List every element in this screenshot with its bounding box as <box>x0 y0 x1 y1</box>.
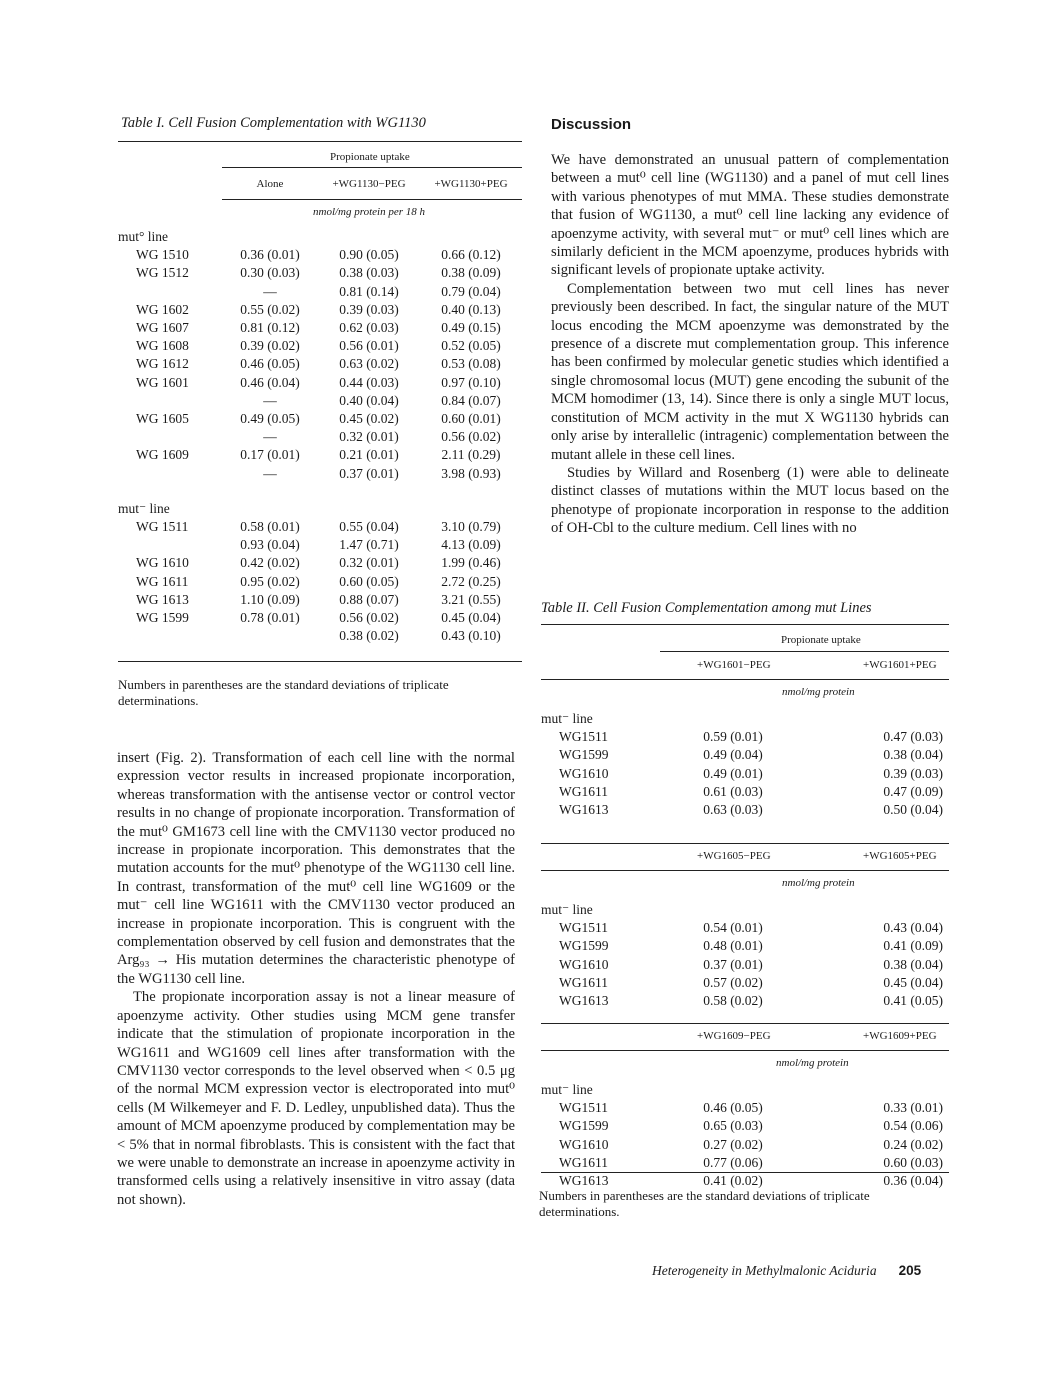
table2-cell-value: 0.47 (0.03) <box>883 729 943 745</box>
table1-cell-value: 1.10 (0.09) <box>240 591 300 607</box>
table1-cell-value: 0.79 (0.04) <box>441 283 501 299</box>
table2-block-table <box>541 901 949 1010</box>
table1-cell-value: 0.88 (0.07) <box>339 591 399 607</box>
table2-line-label: mut⁻ line <box>541 902 593 917</box>
table2-cell-value: 0.41 (0.02) <box>703 1173 763 1189</box>
table1-cell-value: 0.38 (0.09) <box>441 265 501 281</box>
table1-cell-value: 0.44 (0.03) <box>339 374 399 390</box>
table1-cell-value: 0.60 (0.01) <box>441 411 501 427</box>
table1-cell-value: 0.81 (0.14) <box>339 283 399 299</box>
table1-cell-value: 0.21 (0.01) <box>339 447 399 463</box>
table2-line-label-row <box>541 1081 949 1099</box>
table1-cell-line: WG 1599 <box>136 610 189 626</box>
table1-cell-line: WG 1601 <box>136 374 189 390</box>
table2-cell-value: 0.38 (0.04) <box>883 747 943 763</box>
table2-cell-line: WG1511 <box>559 1100 608 1116</box>
table1-cell-value: 0.52 (0.05) <box>441 338 501 354</box>
table2-cell-line: WG1511 <box>559 729 608 745</box>
table2-cell-line: WG1613 <box>559 993 609 1009</box>
table1-cell-value: 0.32 (0.01) <box>339 429 399 445</box>
table1-cell-value: — <box>263 429 277 445</box>
table1-cell-value: 0.62 (0.03) <box>339 320 399 336</box>
table1-cell-line: WG 1613 <box>136 591 189 607</box>
table1-cell-value: 0.39 (0.03) <box>339 301 399 317</box>
table1-cell-value: 0.95 (0.02) <box>240 573 300 589</box>
table1-cell-value: 0.63 (0.02) <box>339 356 399 372</box>
table1-cell-value: 0.37 (0.01) <box>339 465 399 481</box>
table2-cell-value: 0.41 (0.09) <box>883 938 943 954</box>
running-title: Heterogeneity in Methylmalonic Aciduria <box>652 1263 877 1278</box>
table1-cell-value: 0.97 (0.10) <box>441 374 501 390</box>
table1-row <box>118 246 522 264</box>
table2-cell-value: 0.45 (0.04) <box>883 974 943 990</box>
table1-cell-value: 0.84 (0.07) <box>441 392 501 408</box>
table1-cell-value: 0.49 (0.15) <box>441 320 501 336</box>
table1-cell-value: 0.46 (0.04) <box>240 374 300 390</box>
table1-col-alone: Alone <box>256 178 284 190</box>
table2-cell-value: 0.49 (0.01) <box>703 765 763 781</box>
table2-cell-line: WG1611 <box>559 1154 608 1170</box>
table1-cell-value: 0.40 (0.04) <box>339 392 399 408</box>
table1-col-plus-peg: +WG1130+PEG <box>434 178 508 190</box>
discussion-paragraph-2: Complementation between two mut cell lines has never previously been described. In fact, the singular nature of the MUT locus encoding the MCM apoenzyme was demonstrated by the presence of a discrete mut complementation group. This inference has been confirmed by molecular genetic studies which identified a single chromosomal locus (MUT) gene encoding the subunit of the MCM homodimer (13, 14). Since there is only a single MUT locus, constitution of MCM activity in the mut X WG1130 hybrids can only arise by interallelic (intragenic) complementation between the mutant allele in these cell lines. <box>551 280 949 463</box>
table2-cell-value: 0.60 (0.03) <box>883 1154 943 1170</box>
table1-group-rule <box>222 167 522 168</box>
table1-caption: Table I. Cell Fusion Complementation with WG1130 <box>121 115 426 131</box>
table2-cell-value: 0.65 (0.03) <box>703 1118 763 1134</box>
table2-col-plus-peg: +WG1609+PEG <box>863 1030 937 1042</box>
table2-row <box>541 1117 949 1135</box>
table1-cell-line: WG 1611 <box>136 573 189 589</box>
table1-cell-line: WG 1610 <box>136 555 189 571</box>
table2-row <box>541 956 949 974</box>
table2-header-rule <box>541 679 949 680</box>
table1-cell-value: 0.78 (0.01) <box>240 610 300 626</box>
table2-col-minus-peg: +WG1601−PEG <box>697 659 771 671</box>
table2-cell-value: 0.61 (0.03) <box>703 783 763 799</box>
table2-row <box>541 783 949 801</box>
table2-col-minus-peg: +WG1605−PEG <box>697 850 771 862</box>
table2-row <box>541 746 949 764</box>
table1-group-header: Propionate uptake <box>330 151 410 163</box>
table1-cell-value: 0.55 (0.02) <box>240 301 300 317</box>
table1-cell-line <box>118 428 222 446</box>
table2-row <box>541 992 949 1010</box>
table2-row <box>541 974 949 992</box>
table2-cell-value: 0.63 (0.03) <box>703 802 763 818</box>
table1-bottom-rule <box>118 661 522 662</box>
discussion-heading: Discussion <box>551 116 632 133</box>
table1-cell-value: 0.42 (0.02) <box>240 555 300 571</box>
table2-cell-line: WG1611 <box>559 783 608 799</box>
table1-spacer-row <box>118 483 522 500</box>
discussion-body <box>551 151 949 538</box>
table2-cell-value: 0.54 (0.06) <box>883 1118 943 1134</box>
table1-cell-value: 0.58 (0.01) <box>240 519 300 535</box>
table1-row <box>118 627 522 645</box>
table1-cell-line: WG 1609 <box>136 447 189 463</box>
table2-row <box>541 1099 949 1117</box>
table2-cell-value: 0.36 (0.04) <box>883 1173 943 1189</box>
table1-cell-value: 3.98 (0.93) <box>441 465 501 481</box>
table1-note: Numbers in parentheses are the standard deviations of triplicate determinations. <box>118 677 449 708</box>
table1-row <box>118 337 522 355</box>
table2-cell-value: 0.43 (0.04) <box>883 920 943 936</box>
table1-row <box>118 283 522 301</box>
table1-row <box>118 573 522 591</box>
table1-cell-line: WG 1608 <box>136 338 189 354</box>
table1-cell-value: 0.56 (0.01) <box>339 338 399 354</box>
table1-cell-value: 0.38 (0.03) <box>339 265 399 281</box>
table2-cell-line: WG1613 <box>559 802 609 818</box>
table1-header-rule <box>222 199 522 200</box>
table1-row <box>118 591 522 609</box>
table1-cell-value: 0.17 (0.01) <box>240 447 300 463</box>
table1-cell-value: 1.99 (0.46) <box>441 555 501 571</box>
table1-cell-line: WG 1602 <box>136 301 189 317</box>
table1-group-label-row <box>118 500 522 518</box>
table1-row <box>118 410 522 428</box>
table1-cell-line: WG 1512 <box>136 265 189 281</box>
table1-cell-value: 0.90 (0.05) <box>339 247 399 263</box>
table2-group-header: Propionate uptake <box>781 634 861 646</box>
table1-cell-line: WG 1612 <box>136 356 189 372</box>
discussion-paragraph-1: We have demonstrated an unusual pattern of complementation between a mut⁰ cell line (WG1130) and a panel of mut cell lines with various phenotypes of mut MMA. These studies demonstrate that fusion of WG1130, a mut⁰ cell line lacking any evidence of apoenzyme activity, with several mut⁻ or mut⁰ cell lines which are similarly deficient in the MCM apoenzyme, produces hybrids with significant levels of propionate uptake activity. <box>551 152 949 279</box>
table2-cell-value: 0.58 (0.02) <box>703 993 763 1009</box>
table2-block-table <box>541 710 949 819</box>
left-body-text <box>117 749 515 1209</box>
table2-col-minus-peg: +WG1609−PEG <box>697 1030 771 1042</box>
table2-cell-line: WG1599 <box>559 1118 609 1134</box>
table1-row <box>118 518 522 536</box>
table1-cell-value: 0.43 (0.10) <box>441 628 501 644</box>
table2-line-label: mut⁻ line <box>541 711 593 726</box>
table2-cell-value: 0.57 (0.02) <box>703 974 763 990</box>
table1-cell-line <box>118 392 222 410</box>
table2-cell-value: 0.47 (0.09) <box>883 783 943 799</box>
table1-cell-value: 3.10 (0.79) <box>441 519 501 535</box>
table1-cell-value: 0.56 (0.02) <box>441 429 501 445</box>
left-paragraph-2: The propionate incorporation assay is not a linear measure of apoenzyme activity. Other studies using MCM gene transfer indicate that the stimulation of propionate incorporation in the WG1611 and WG1609 cell lines after transformation with the CMV1130 vector corresponds to the level observed when < 0.5 μg of the normal MCM expression vector is electroporated into mut⁰ cells (M Wilkemeyer and F. D. Ledley, unpublished data). Thus the amount of MCM apoenzyme produced by complementation may be < 5% that in normal fibroblasts. This is consistent with the fact that we were unable to demonstrate an increase in apoenzyme activity in transformed cells using a relatively insensitive in vitro assay (data not shown). <box>117 989 515 1208</box>
table2-cell-line: WG1599 <box>559 747 609 763</box>
table2-row <box>541 937 949 955</box>
table1-cell-line: WG 1605 <box>136 411 189 427</box>
table1-row <box>118 301 522 319</box>
table2-cell-value: 0.41 (0.05) <box>883 993 943 1009</box>
table1-cell-value: — <box>263 465 277 481</box>
table1-cell-value: 0.38 (0.02) <box>339 628 399 644</box>
table1-row <box>118 446 522 464</box>
table2-line-label-row <box>541 901 949 919</box>
table2-cell-line: WG1599 <box>559 938 609 954</box>
table1-cell-value: 0.45 (0.02) <box>339 411 399 427</box>
table2-cell-line: WG1610 <box>559 956 609 972</box>
table1-cell-line <box>118 536 222 554</box>
page-number: 205 <box>898 1263 922 1278</box>
table2-caption: Table II. Cell Fusion Complementation among mut Lines <box>541 600 872 616</box>
table2-row <box>541 765 949 783</box>
table2-cell-value: 0.54 (0.01) <box>703 920 763 936</box>
table2-block-table <box>541 1081 949 1190</box>
table1-cell-value: 0.53 (0.08) <box>441 356 501 372</box>
table2-cell-value: 0.48 (0.01) <box>703 938 763 954</box>
table1-cell-value: 0.56 (0.02) <box>339 610 399 626</box>
table1-cell-value: 0.60 (0.05) <box>339 573 399 589</box>
table1-cell-line <box>118 465 222 483</box>
table2-cell-line: WG1610 <box>559 765 609 781</box>
table2-row <box>541 1136 949 1154</box>
page-footer <box>652 1263 921 1279</box>
table2-cell-line: WG1511 <box>559 920 608 936</box>
table2-cell-value: 0.27 (0.02) <box>703 1136 763 1152</box>
table2-unit: nmol/mg protein <box>782 877 855 889</box>
table2-cell-value: 0.77 (0.06) <box>703 1154 763 1170</box>
left-paragraph-1: insert (Fig. 2). Transformation of each cell line with the normal expression vector results in increased propionate incorporation, whereas transformation with the antisense vector or control vector results in no change of propionate incorporation. Transformation of the mut⁰ GM1673 cell line with the CMV1130 vector produced no increase in propionate incorporation. This demonstrates that the mutation accounts for the mut⁰ phenotype of the WG1130 cell line. In contrast, transformation of the mut⁰ cell line WG1609 or the mut⁻ cell line WG1611 with the CMV1130 vector produced an increase in propionate incorporation. This is congruent with the complementation observed by cell fusion and demonstrates that the Arg₉₃ → His mutation determines the characteristic phenotype of the WG1130 cell line. <box>117 750 515 987</box>
table1-cell-value: 1.47 (0.71) <box>339 537 399 553</box>
table1-row <box>118 374 522 392</box>
table2-cell-value: 0.39 (0.03) <box>883 765 943 781</box>
table2-note: Numbers in parentheses are the standard deviations of triplicate determinations. <box>539 1188 870 1219</box>
table2-cell-line: WG1610 <box>559 1136 609 1152</box>
table1-cell-value: 0.55 (0.04) <box>339 519 399 535</box>
table2-block-rule <box>541 1023 949 1024</box>
table2-header-rule <box>541 1050 949 1051</box>
table1-unit: nmol/mg protein per 18 h <box>313 206 426 218</box>
table2-cell-value: 0.50 (0.04) <box>883 802 943 818</box>
table2-group-rule <box>660 651 949 652</box>
discussion-paragraph-3: Studies by Willard and Rosenberg (1) were able to delineate distinct classes of mutations within the MUT locus based on the phenotype of propionate incorporation in response to the addition of OH-Cbl to the culture medium. Cell lines with no <box>551 464 949 537</box>
table1-cell-line: WG 1607 <box>136 320 189 336</box>
table1-cell-value: 0.36 (0.01) <box>240 247 300 263</box>
table1-cell-line <box>118 627 222 645</box>
table1-row <box>118 355 522 373</box>
table1-cell-value: 4.13 (0.09) <box>441 537 501 553</box>
table2-col-plus-peg: +WG1601+PEG <box>863 659 937 671</box>
table1-cell-value: 0.30 (0.03) <box>240 265 300 281</box>
table1-top-rule <box>118 141 522 142</box>
table1-cell-value: 0.46 (0.05) <box>240 356 300 372</box>
table2-unit: nmol/mg protein <box>776 1057 849 1069</box>
table1-cell-value: 2.11 (0.29) <box>441 447 501 463</box>
table1-row <box>118 428 522 446</box>
table1-cell-value: 0.40 (0.13) <box>441 301 501 317</box>
table2-cell-value: 0.46 (0.05) <box>703 1100 763 1116</box>
table1-row <box>118 264 522 282</box>
table2-top-rule <box>541 624 949 625</box>
table2-cell-line: WG1613 <box>559 1173 609 1189</box>
table2-row <box>541 728 949 746</box>
table1-cell-value: 0.93 (0.04) <box>240 537 300 553</box>
table1-column-headers <box>118 175 522 193</box>
table1-col-minus-peg: +WG1130−PEG <box>332 178 406 190</box>
table2-cell-value: 0.24 (0.02) <box>883 1136 943 1152</box>
table1-cell-line: WG 1511 <box>136 519 189 535</box>
table1-cell-value: 0.81 (0.12) <box>240 320 300 336</box>
table1-cell-value: 3.21 (0.55) <box>441 591 501 607</box>
table1-row <box>118 609 522 627</box>
table1-row <box>118 465 522 483</box>
table2-row <box>541 801 949 819</box>
table1-row <box>118 536 522 554</box>
table2-row <box>541 1154 949 1172</box>
table1-group-label: mut⁻ line <box>118 500 170 516</box>
table1-cell-value: — <box>263 392 277 408</box>
table2-col-plus-peg: +WG1605+PEG <box>863 850 937 862</box>
table1-group-label-row <box>118 228 522 246</box>
table2-block-rule <box>541 843 949 844</box>
table1-header-row <box>118 175 522 193</box>
table1-cell-value: 2.72 (0.25) <box>441 573 501 589</box>
table2-unit: nmol/mg protein <box>782 686 855 698</box>
table2-cell-value: 0.38 (0.04) <box>883 956 943 972</box>
table2-line-label: mut⁻ line <box>541 1082 593 1097</box>
table1-cell-line: WG 1510 <box>136 247 189 263</box>
table2-row <box>541 919 949 937</box>
table1-cell-value: — <box>263 283 277 299</box>
table2-header-rule <box>541 870 949 871</box>
table1-row <box>118 319 522 337</box>
table2-cell-value: 0.59 (0.01) <box>703 729 763 745</box>
table1-cell-value: 0.49 (0.05) <box>240 411 300 427</box>
table1-cell-value: 0.39 (0.02) <box>240 338 300 354</box>
table2-cell-line: WG1611 <box>559 974 608 990</box>
table1-row <box>118 554 522 572</box>
table2-cell-value: 0.33 (0.01) <box>883 1100 943 1116</box>
table1-cell-value <box>222 627 318 645</box>
table1-body <box>118 228 522 645</box>
table1-cell-value: 0.66 (0.12) <box>441 247 501 263</box>
table1-row <box>118 392 522 410</box>
table2-cell-value: 0.37 (0.01) <box>703 956 763 972</box>
table1-cell-value: 0.45 (0.04) <box>441 610 501 626</box>
table2-bottom-rule <box>541 1172 949 1173</box>
table2-line-label-row <box>541 710 949 728</box>
table1-cell-value: 0.32 (0.01) <box>339 555 399 571</box>
table2-cell-value: 0.49 (0.04) <box>703 747 763 763</box>
table1-cell-line <box>118 283 222 301</box>
table1-group-label: mut° line <box>118 229 169 244</box>
